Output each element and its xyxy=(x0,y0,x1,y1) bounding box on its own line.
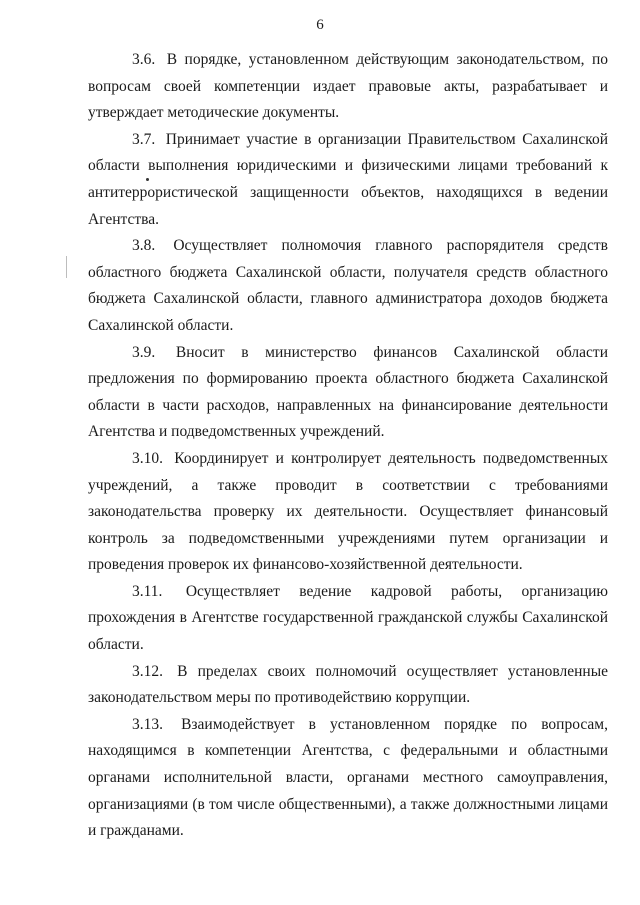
paragraph-number: 3.6. xyxy=(132,51,156,68)
paragraph-text: Принимает участие в организации Правительством Сахалинской области выполнения юридическими и физическими лицами требований к антитеррористической защищенности объектов, находящихся в ведении Агентства. xyxy=(88,130,608,228)
paragraph-number: 3.13. xyxy=(132,715,163,733)
paragraph-number: 3.11. xyxy=(132,582,163,600)
paragraph-text: Взаимодействует в установленном порядке по вопросам, находящимся в компетенции Агентства, с федеральными и областными органами исполнительной власти, органами местного самоуправления, организациями (в том числе общественными), а также должностными лицами и гражданами. xyxy=(88,715,608,840)
paragraph-text: Вносит в министерство финансов Сахалинской области предложения по формированию проекта областного бюджета Сахалинской области в части расходов, направленных на финансирование деятельности Агентства и подведомственных учреждений. xyxy=(88,343,608,441)
paragraph-text: Осуществляет ведение кадровой работы, организацию прохождения в Агентстве государственной гражданской службы Сахалинской области. xyxy=(88,582,608,654)
paragraph-number: 3.8. xyxy=(132,237,156,255)
paragraph-3-11 xyxy=(88,579,608,659)
paragraph-number: 3.12. xyxy=(132,662,163,680)
page-number: 6 xyxy=(316,17,324,33)
paragraph-number: 3.10. xyxy=(132,449,163,467)
paragraph-3-9 xyxy=(88,340,608,446)
paragraph-text: В порядке, установленном действующим законодательством, по вопросам своей компетенции издает правовые акты, разрабатывает и утверждает методические документы. xyxy=(88,51,609,122)
paragraph-number: 3.7. xyxy=(132,130,156,148)
paragraph-text: Осуществляет полномочия главного распорядителя средств областного бюджета Сахалинской области, получателя средств областного бюджета Сахалинской области, главного администратора доходов бюджета Сахалинской области. xyxy=(88,237,609,334)
margin-scan-mark xyxy=(66,256,67,278)
paragraph-3-12 xyxy=(88,659,608,712)
paragraph-number: 3.9. xyxy=(132,343,156,361)
paragraph-3-10 xyxy=(88,446,608,579)
paragraph-3-8 xyxy=(88,233,608,339)
document-body xyxy=(88,47,608,845)
paragraph-3-13 xyxy=(88,712,608,845)
paragraph-3-7 xyxy=(88,127,608,233)
paragraph-text: В пределах своих полномочий осуществляет установленные законодательством меры по противодействию коррупции. xyxy=(88,662,609,707)
paragraph-3-6 xyxy=(88,47,608,127)
paragraph-text: Координирует и контролирует деятельность подведомственных учреждений, а также проводит в соответствии с требованиями законодательства проверку их деятельности. Осуществляет финансовый контроль за подведомственными учреждениями путем организации и проведения проверок их финансово-хозяйственной деятельности. xyxy=(88,449,609,574)
